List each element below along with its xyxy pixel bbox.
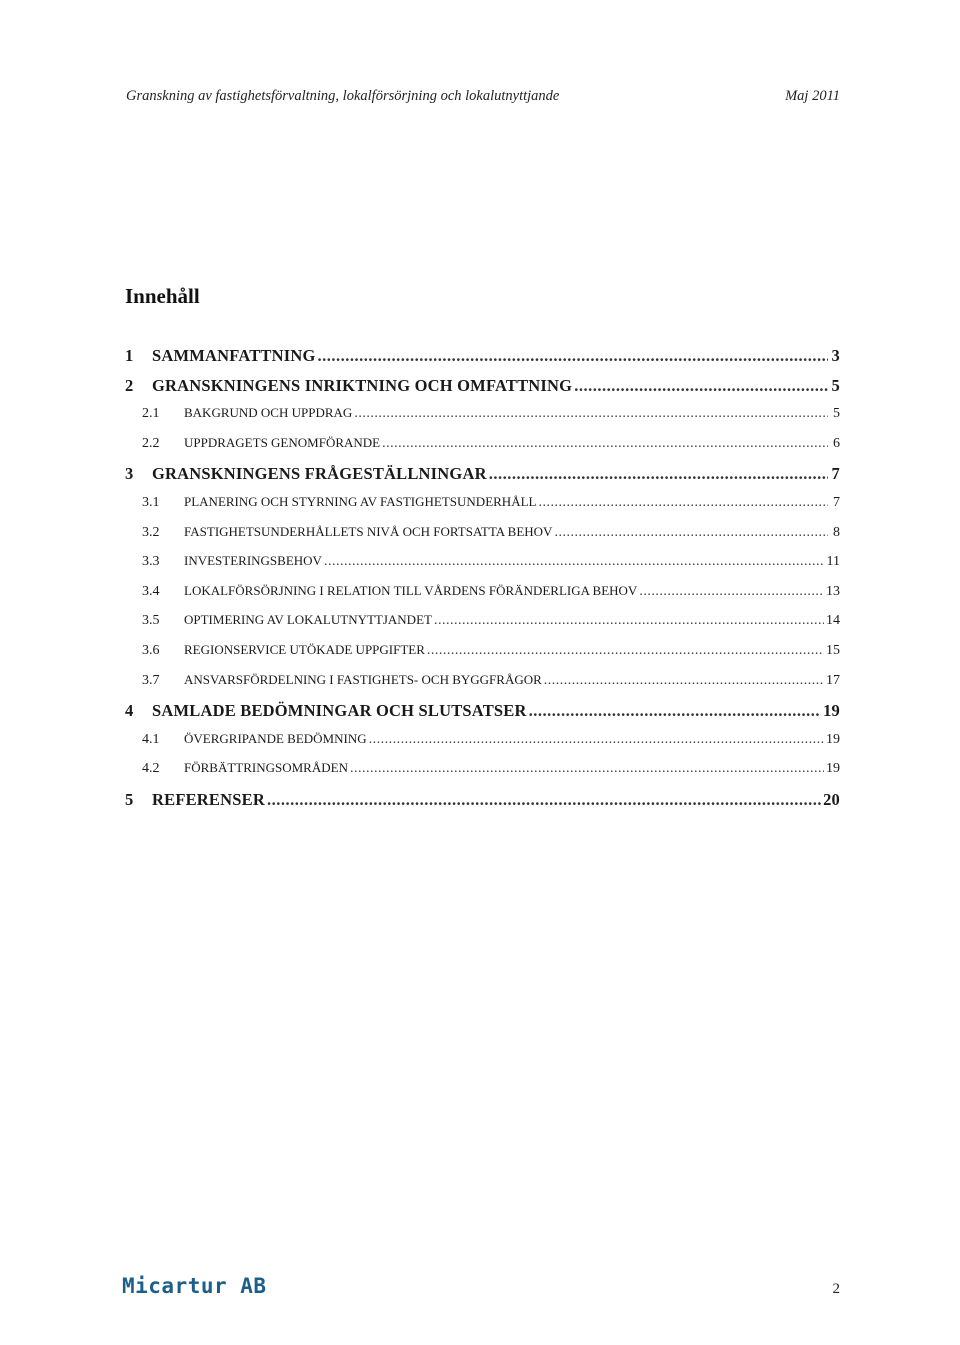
toc-entry-page: 3 — [831, 346, 840, 365]
toc-entry-title: REFERENSER — [152, 790, 265, 809]
toc-entry-page: 14 — [826, 613, 840, 629]
toc-entry-page: 19 — [826, 731, 840, 747]
toc-entry[interactable] — [125, 346, 840, 370]
toc-entry[interactable] — [125, 524, 840, 548]
toc-entry-title: UPPDRAGETS GENOMFÖRANDE — [184, 434, 381, 450]
toc-entry[interactable] — [125, 435, 840, 459]
toc-entry-title: BAKGRUND OCH UPPDRAG — [184, 405, 353, 421]
toc-leader-dots — [369, 732, 824, 748]
toc-entry[interactable] — [125, 494, 840, 518]
toc-leader-dots — [574, 376, 828, 396]
toc-entry-page: 7 — [831, 464, 840, 484]
toc-entry-number: 4.2 — [142, 761, 160, 777]
toc-leader-dots — [544, 673, 824, 689]
toc-entry-number: 4.1 — [142, 731, 160, 747]
toc-entry-title: ANSVARSFÖRDELNING I FASTIGHETS- OCH BYGGFRÅGOR — [184, 671, 542, 687]
toc-leader-dots — [382, 436, 828, 452]
toc-entry-title: OPTIMERING AV LOKALUTNYTTJANDET — [184, 612, 432, 628]
toc-entry-page: 11 — [826, 554, 840, 570]
toc-entry-page: 17 — [826, 672, 840, 688]
toc-entry[interactable] — [125, 464, 840, 488]
toc-leader-dots — [354, 406, 828, 422]
toc-entry-title: PLANERING OCH STYRNING AV FASTIGHETSUNDERHÅLL — [184, 494, 537, 509]
toc-entry[interactable] — [125, 583, 840, 607]
toc-entry-title: FASTIGHETSUNDERHÅLLETS NIVÅ OCH FORTSATTA BEHOV — [184, 523, 553, 539]
toc-entry-number: 3.5 — [142, 613, 160, 629]
toc-entry-number: 3.6 — [142, 643, 160, 658]
toc-entry-number: 3.3 — [142, 554, 160, 570]
toc-entry-title: FÖRBÄTTRINGSOMRÅDEN — [184, 760, 348, 776]
toc-entry[interactable] — [125, 701, 840, 725]
toc-entry[interactable] — [125, 376, 840, 400]
header-date: Maj 2011 — [785, 88, 840, 104]
toc-entry-number: 2.2 — [142, 435, 160, 451]
toc-entry-number: 4 — [125, 701, 134, 721]
toc-leader-dots — [350, 761, 824, 777]
toc-entry[interactable] — [125, 672, 840, 696]
toc-leader-dots — [318, 346, 828, 366]
toc-entry-page: 8 — [833, 524, 840, 540]
toc-leader-dots — [639, 584, 824, 600]
toc-entry-page: 5 — [831, 375, 840, 395]
toc-entry-number: 3 — [125, 464, 134, 484]
toc-entry-number: 3.7 — [142, 672, 160, 688]
toc-leader-dots — [538, 495, 828, 511]
toc-entry-title: REGIONSERVICE UTÖKADE UPPGIFTER — [184, 642, 425, 657]
toc-leader-dots — [529, 701, 822, 721]
toc-entry-page: 20 — [823, 790, 840, 809]
toc-entry[interactable] — [125, 760, 840, 784]
toc-entry[interactable] — [125, 553, 840, 577]
toc-entry[interactable] — [125, 405, 840, 429]
toc-entry[interactable] — [125, 612, 840, 636]
toc-entry-title: INVESTERINGSBEHOV — [184, 553, 322, 569]
toc-heading: Innehåll — [125, 284, 200, 308]
toc-leader-dots — [434, 613, 824, 629]
toc-entry[interactable] — [125, 642, 840, 666]
toc-entry-page: 6 — [833, 435, 840, 451]
toc-entry-title: SAMLADE BEDÖMNINGAR OCH SLUTSATSER — [152, 701, 527, 721]
toc-leader-dots — [427, 643, 824, 659]
toc-entry-page: 19 — [823, 701, 840, 721]
toc-entry-page: 5 — [833, 406, 840, 422]
toc-entry-page: 19 — [826, 761, 840, 777]
toc-entry-number: 3.4 — [142, 583, 160, 599]
toc-entry-number: 2.1 — [142, 406, 160, 422]
header-title: Granskning av fastighetsförvaltning, lokalförsörjning och lokalutnyttjande — [126, 88, 560, 104]
toc-entry-number: 3.2 — [142, 524, 160, 540]
toc-entry-number: 3.1 — [142, 495, 160, 510]
toc-entry-title: ÖVERGRIPANDE BEDÖMNING — [184, 730, 367, 746]
toc-entry-number: 2 — [125, 375, 134, 395]
toc-entry[interactable] — [125, 790, 840, 814]
toc-leader-dots — [267, 790, 821, 810]
toc-entry-page: 15 — [826, 643, 840, 658]
toc-entry-title: GRANSKNINGENS FRÅGESTÄLLNINGAR — [152, 464, 487, 484]
page-number: 2 — [832, 1281, 840, 1297]
toc-leader-dots — [554, 525, 828, 541]
toc-entry-page: 13 — [826, 583, 840, 599]
toc-leader-dots — [324, 554, 825, 570]
toc-entry-title: GRANSKNINGENS INRIKTNING OCH OMFATTNING — [152, 375, 573, 395]
toc-entry[interactable] — [125, 731, 840, 755]
toc-entry-number: 1 — [125, 346, 134, 365]
company-logo: Micartur AB — [122, 1274, 267, 1298]
toc-entry-page: 7 — [833, 495, 840, 510]
toc-leader-dots — [489, 464, 828, 484]
toc-entry-number: 5 — [125, 790, 134, 809]
toc-entry-title: SAMMANFATTNING — [152, 346, 316, 365]
toc-entry-title: LOKALFÖRSÖRJNING I RELATION TILL VÅRDENS FÖRÄNDERLIGA BEHOV — [184, 582, 638, 598]
